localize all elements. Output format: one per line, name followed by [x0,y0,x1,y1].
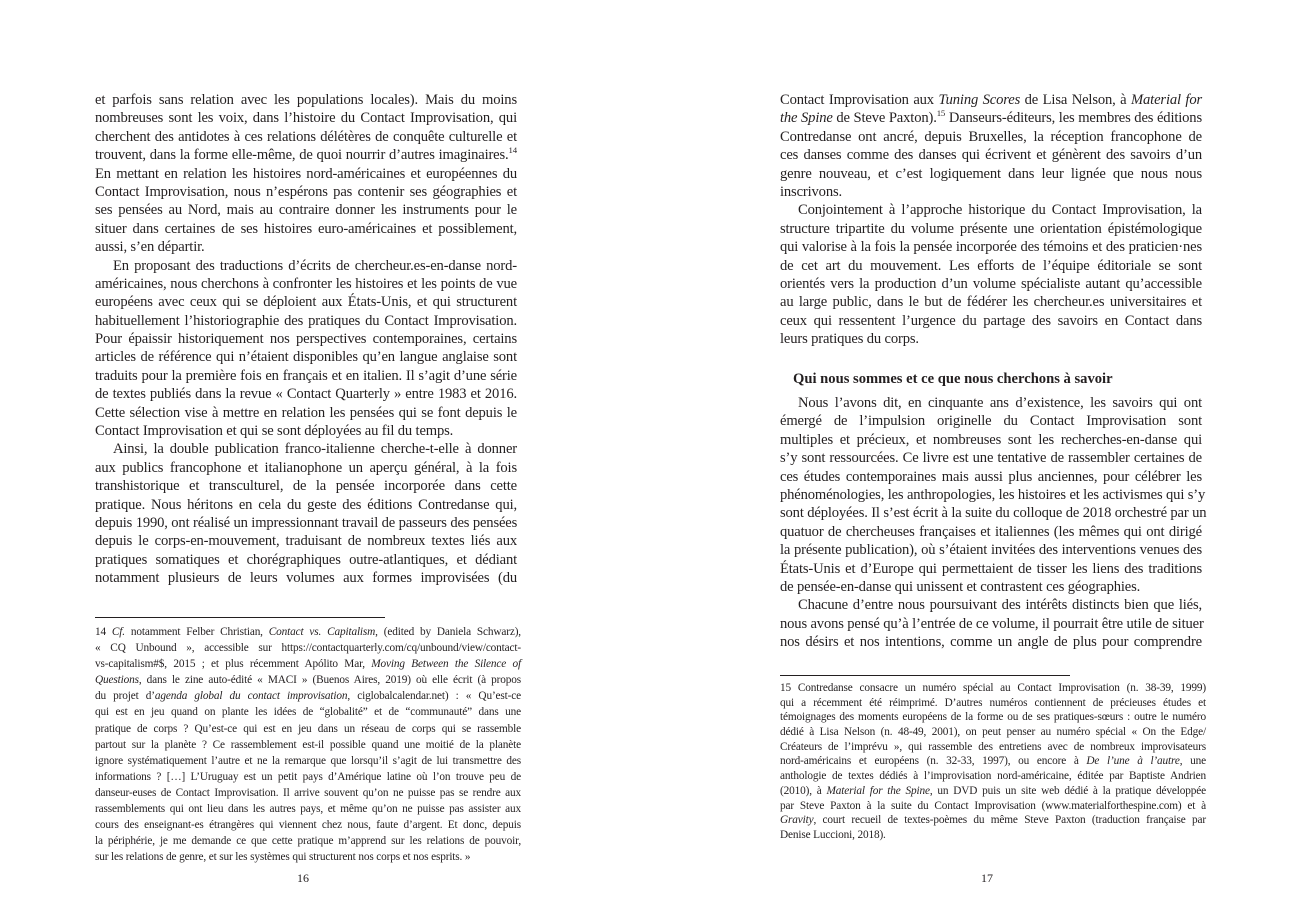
text-line: qui valorise à la fois la pensée incorporée des témoins et des praticien·nes [780,239,1202,256]
text-run: trouvent, dans la forme elle-même, de quoi nourrir d’autres imaginaires. [95,147,509,164]
text-line: ces études contemporaines mais aussi plus anciennes, pour célébrer les [780,468,1202,485]
text-line [95,688,521,704]
text-line: Contact Improvisation, nous n’espérons pas contenir ses géographies et [95,183,517,200]
text-line: cours des enseignant-es étrangères qui viennent chez nous, faute d’argent. Et donc, depuis [95,819,521,832]
text-line: notamment plusieurs de leurs volumes aux formes improvisées (du [95,570,517,587]
text-line: s’y sont ressourcées. Ce livre est une tentative de rassembler certaines de [780,450,1202,467]
text-run: 14 [95,626,112,638]
italic-title: Tuning Scores [938,92,1021,108]
text-line: pratique. Nous héritons en cela du geste des éditions Contredanse qui, [95,496,517,513]
text-line: 15 Contredanse consacre un numéro spécial au Contact Improvisation (n. 38-39, 1999) [780,682,1206,694]
text-line: témoignages des moments européens de la forme ou de ses pratiques-sœurs : outre le numéro [780,711,1206,724]
text-line [780,91,1202,109]
text-line: leurs pratiques du corps. [780,331,919,348]
text-line [780,784,1206,799]
text-line: au large public, dans le but de fédérer les chercheur.es universitaires et [780,294,1202,311]
text-line: articles de référence qui n’étaient disponibles qu’en langue anglaise sont [95,349,517,366]
text-run: , un DVD puis un site web dédié à la pratique développée [929,784,1206,797]
text-line: qui est en jeu quand on plante les idées de “globalité” et de “communauté” dans une [95,706,521,719]
text-line: phénoménologies, les anthropologies, les histoires et les activismes qui s’y [780,486,1206,503]
text-line: émergé de l’impulsion originelle du Contact Improvisation sont [780,413,1202,430]
italic-title: Material for the Spine [826,784,930,797]
italic-title: agenda global du contact improvisation [154,690,348,703]
text-line [780,813,1206,828]
right-body-text-bottom [780,394,1207,651]
text-run: , (edited by Daniela Schwarz), [375,626,521,638]
right-footnote-rule [780,675,1070,676]
left-page-number: 16 [297,871,309,885]
text-line: habituellement l’historiographie des pratiques du Contact Improvisation. [95,312,517,329]
text-line: orientés vers la production d’un volume spécialiste autant qu’accessible [780,275,1202,292]
italic-title: the Spine [780,110,833,127]
text-line: la présente publication), où s’étaient invitées des interventions venues des [780,542,1202,559]
text-run: vs-capitalism#$, 2015 ; et plus récemment Apólito Mar, [95,658,372,671]
italic-title: Questions [95,674,139,687]
text-line: nos désirs et nos intentions, comme un angle de plus pour comprendre [780,634,1202,651]
text-line: la périphérie, je me demande ce que cette pratique m’apprend sur les relations de pouvoir, [95,835,521,848]
text-line: Pour épaissir historiquement nos perspectives contemporaines, certains [95,331,517,348]
right-footnote-15 [780,681,1206,843]
text-line: États-Unis et d’Europe qui permettaient de tisser les liens des traditions [780,560,1202,577]
footnote-marker: 14 [508,145,517,156]
text-line [95,656,521,672]
text-line: de cet art du mouvement. Les efforts de l’équipe éditoriale se sont [780,257,1202,274]
text-line: nombreuses sont les voix, dans l’histoire du Contact Improvisation, qui [95,110,517,127]
text-line: partout sur la planète ? Ce rassemblement est-il possible quand une moitié de la planète [95,738,521,751]
text-line: multiples et précieux, et nombreuses sont les recherches-en-danse qui [780,431,1202,448]
italic-title: Contact vs. Capitalism [268,626,376,638]
text-line: structure tripartite du volume présente une orientation épistémologique [780,220,1202,237]
left-footnote-14 [95,624,521,865]
left-footnote-rule [95,617,385,618]
italic-title: Cf. [111,626,125,638]
text-line: de textes publiés dans la revue « Contact Quarterly » entre 1983 et 2016. [95,386,517,403]
text-line: informations ? […] L’Uruguay est un petit pays d’Amérique latine où l’on trouve peu de [95,770,521,783]
text-line: Créateurs de l’imprévu », qui rassemble des entretiens avec de nombreux improvisateurs [780,740,1206,753]
section-heading: Qui nous sommes et ce que nous cherchons à savoir [793,371,1113,387]
text-line: de pensée-en-danse qui unissent et contrastent ces géographies. [780,578,1141,595]
text-line: aussi, s’en départir. [95,239,205,256]
text-line: ignore systématiquement l’autre et ne la remarque que lorsqu’il s’agit de lui transmettre des [95,754,521,767]
text-line: aux publics francophone et italianophone un aperçu général, à la fois [95,459,517,476]
text-line: cherchent des antidotes à ces relations délétères de conquête culturelle et [95,128,517,145]
italic-title: Material for [1131,92,1203,108]
footnote-marker: 15 [936,108,946,119]
text-line: dédié à Lisa Nelson (n. 48-49, 2001), on peut penser au numéro spécial « On the Edge/ [780,726,1206,739]
text-line: ses pensées au Nord, mais au contraire donner les instruments pour le [95,202,517,219]
text-run: du projet d’ [95,690,155,703]
text-line [780,754,1206,769]
text-line [780,109,1202,127]
text-run: nord-américains et européens (n. 32-33, 1997), ou encore à [780,755,1087,768]
text-line: Denise Luccioni, 2018). [780,828,886,841]
text-line: rassemblements qui ont lieu dans les autres pays, et même qu’on ne puisse pas assister aux [95,803,521,816]
text-run: Contact Improvisation aux [780,92,939,108]
text-line: Cette sélection vise à mettre en relation les pensées qui se font depuis le [95,404,517,421]
text-run: (2010), à [780,784,827,797]
text-line: ceux qui ressentent l’urgence du partage des savoirs en Contact dans [780,312,1202,329]
italic-title: Moving Between the Silence of [371,658,521,671]
text-line: pratique de corps ? Qu’est-ce qui est en jeu dans un réseau de corps qui se rassemble [95,722,521,735]
text-run: notamment Felber Christian, [124,626,269,638]
text-line: Chacune d’entre nous poursuivant des intérêts distincts bien que liés, [798,597,1202,614]
text-line: depuis 1990, ont réalisé un impressionnant travail de passeurs des pensées [95,514,518,531]
text-line: anthologie de textes dédiés à l’improvisation nord-américaine, éditée par Baptiste Andrien [780,770,1206,783]
text-line: transhistorique et transculturel, de la pensée incorporée dans cette [95,478,517,495]
text-run: de Lisa Nelson, à [1020,92,1132,108]
text-line: Nous l’avons dit, en cinquante ans d’existence, les savoirs qui ont [798,395,1202,411]
text-run: , une [1179,755,1206,768]
text-line: genre nouveau, et c’est logiquement dans leur lignée que nous nous [780,165,1202,182]
left-body-text [95,91,517,588]
text-line [95,624,521,640]
text-line: danseur-euses de Contact Improvisation. Il arrive souvent qu’on ne puisse pas se rendre aux [95,786,521,799]
text-line: ces danses comme des danses qui écrivent et génèrent des savoirs d’un [780,147,1202,164]
text-line [95,146,517,164]
text-line: américaines, nous cherchons à confronter les histoires et les points de vue [95,275,517,292]
right-page-number: 17 [981,871,993,885]
text-line: depuis le corps-en-mouvement, traduisant de nombreux textes liés aux [95,533,517,550]
text-line: Contredanse ont ancré, depuis Bruxelles, la réception francophone de [780,128,1202,145]
text-run: Danseurs-éditeurs, les membres des éditions [945,110,1202,127]
text-line: et parfois sans relation avec les populations locales). Mais du moins [95,92,517,108]
text-line: sur les relations de genre, et sur les systèmes qui structurent nos corps et nos esprits. » [95,851,471,864]
italic-title: De l’une à l’autre [1086,755,1180,768]
text-line: par Steve Paxton à la suite du Contact Improvisation (www.materialforthespine.com) et à [780,799,1206,812]
text-line: « CQ Unbound », accessible sur https://contactquarterly.com/cq/unbound/view/contact- [95,642,521,655]
text-line: Ainsi, la double publication franco-italienne cherche-t-elle à donner [113,441,517,458]
text-line: pratiques somatiques et chorégraphiques outre-atlantiques, et dédiant [95,551,517,568]
italic-title: Gravity [780,814,814,827]
text-line: En proposant des traductions d’écrits de chercheur.es-en-danse nord- [113,257,517,274]
text-line: européens avec ceux qui se déploient aux États-Unis, et qui structurent [95,294,517,311]
text-line: nous avons pensé qu’à l’entrée de ce volume, il pourrait être utile de situer [780,615,1204,632]
text-run: , court recueil de textes-poèmes du même Steve Paxton (traduction française par [813,814,1206,827]
text-line: traduits pour la première fois en français et en italien. Il s’agit d’une série [95,367,517,384]
text-line: quatuor de chercheuses françaises et italiennes (les mêmes qui ont dirigé [780,523,1202,540]
text-line [95,672,521,688]
text-line: qui a récemment été réimprimé. D’autres numéros contiennent de précieuses études et [780,696,1206,709]
right-body-text-top [780,91,1202,348]
text-run: , dans le zine auto-édité « MACI » (Buenos Aires, 2019) où elle écrit (à propos [138,674,521,687]
text-line: En mettant en relation les histoires nord-américaines et européennes du [95,165,517,182]
text-line: sont déployées. Il s’est écrit à la suite du colloque de 2018 orchestré par un [780,505,1207,522]
text-line: Contact Improvisation et qui se sont déployées au fil du temps. [95,423,454,440]
text-run: de Steve Paxton). [832,110,937,127]
text-run: , ciglobalcalendar.net) : « Qu’est-ce [347,690,521,703]
text-line: inscrivons. [780,183,842,200]
text-line: situer dans certaines de ses histoires euro-américaines et possiblement, [95,220,517,237]
text-line: Conjointement à l’approche historique du Contact Improvisation, la [798,202,1202,219]
